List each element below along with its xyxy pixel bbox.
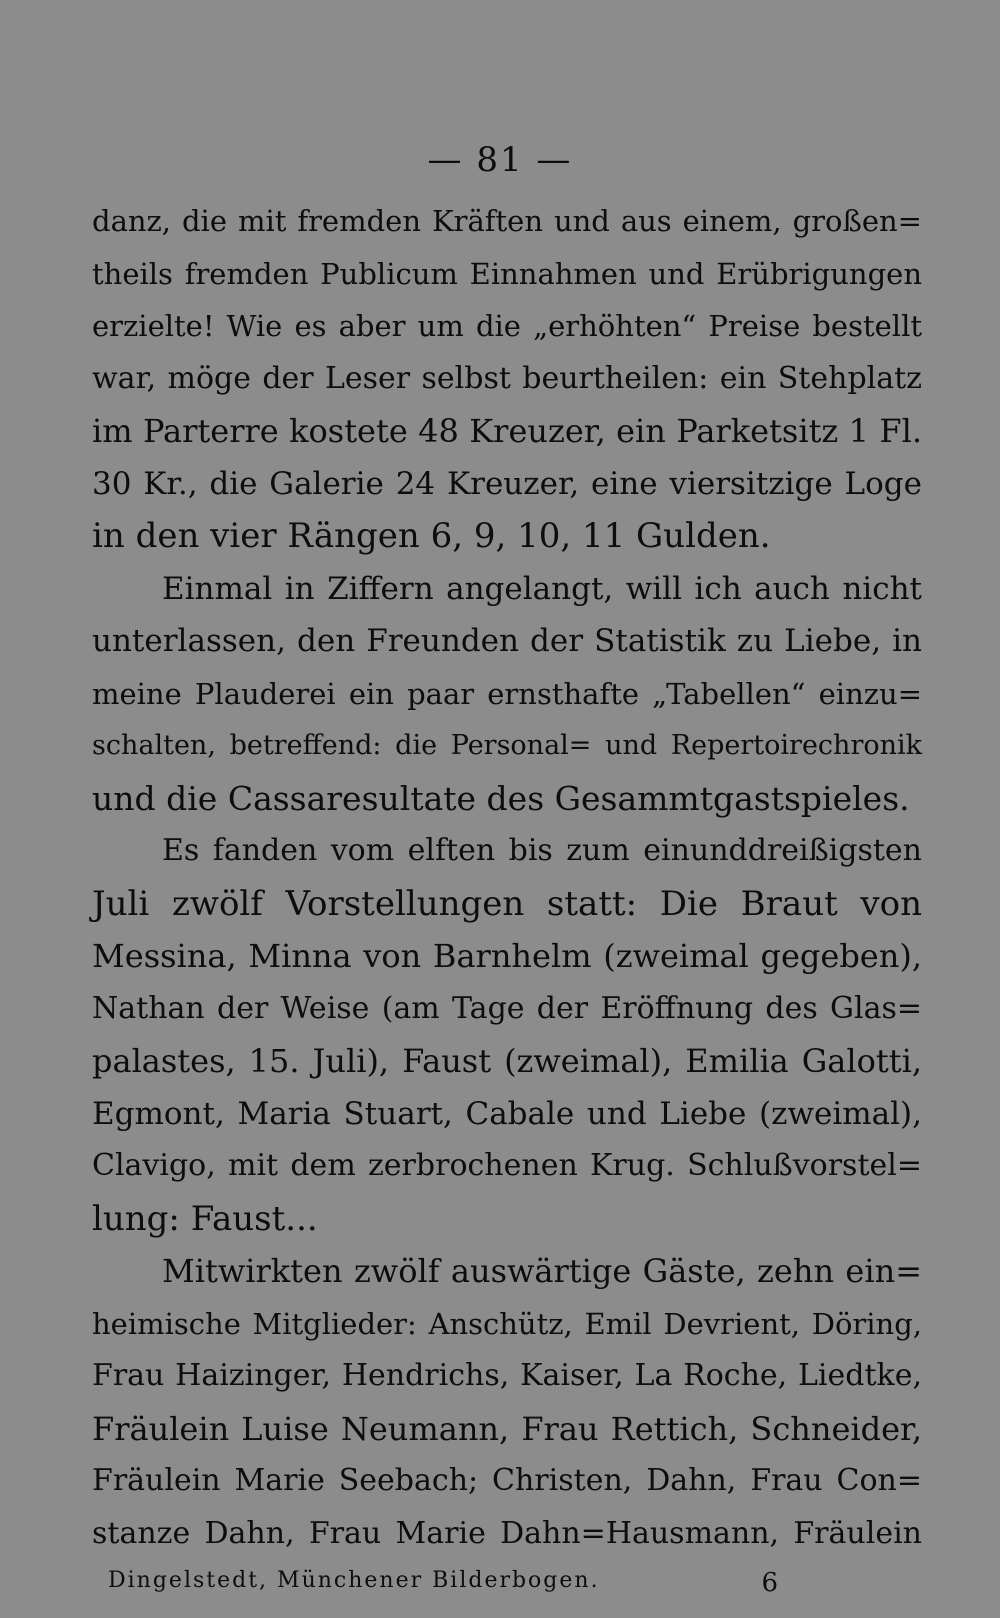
text-line: im Parterre kostete 48 Kreuzer, ein Parketsitz 1 Fl. <box>92 412 922 450</box>
text-line: war, möge der Leser selbst beurtheilen: ein Stehplatz <box>92 360 922 396</box>
text-line: Fräulein Luise Neumann, Frau Rettich, Schneider, <box>92 1409 922 1448</box>
text-line: meine Plauderei ein paar ernsthafte „Tabellen“ einzu= <box>92 676 922 711</box>
text-line: 30 Kr., die Galerie 24 Kreuzer, eine viersitzige Loge <box>92 465 922 502</box>
text-line: schalten, betreffend: die Personal= und Repertoirechronik <box>92 730 922 761</box>
text-line: danz, die mit fremden Kräften und aus einem, großen= <box>92 204 922 238</box>
text-line: Nathan der Weise (am Tage der Eröffnung des Glas= <box>92 990 922 1026</box>
text-line: Juli zwölf Vorstellungen statt: Die Braut von <box>92 883 922 924</box>
text-line: in den vier Rängen 6, 9, 10, 11 Gulden. <box>92 516 771 556</box>
text-line: palastes, 15. Juli), Faust (zweimal), Emilia Galotti, <box>92 1042 922 1080</box>
text-line: lung: Faust... <box>92 1198 318 1239</box>
text-line: Clavigo, mit dem zerbrochenen Krug. Schlußvorstel= <box>92 1148 922 1183</box>
text-line: Es fanden vom elften bis zum einunddreißigsten <box>162 833 922 868</box>
text-line: Egmont, Maria Stuart, Cabale und Liebe (zweimal), <box>92 1095 922 1132</box>
text-line: Frau Haizinger, Hendrichs, Kaiser, La Roche, Liedtke, <box>92 1358 922 1393</box>
sheet-signature: 6 <box>761 1568 778 1598</box>
page-text <box>92 195 922 1560</box>
page-footer <box>108 1568 778 1598</box>
footer-signature: Dingelstedt, Münchener Bilderbogen. <box>108 1568 600 1593</box>
text-line: Einmal in Ziffern angelangt, will ich auch nicht <box>162 570 922 607</box>
text-line: unterlassen, den Freunden der Statistik zu Liebe, in <box>92 623 922 659</box>
text-line: erzielte! Wie es aber um die „erhöhten“ Preise bestellt <box>92 309 922 343</box>
text-line: theils fremden Publicum Einnahmen und Erübrigungen <box>92 256 922 291</box>
text-line: Mitwirkten zwölf auswärtige Gäste, zehn ein= <box>162 1252 922 1290</box>
text-line: stanze Dahn, Frau Marie Dahn=Hausmann, Fräulein <box>92 1515 922 1551</box>
text-line: heimische Mitglieder: Anschütz, Emil Devrient, Döring, <box>92 1306 922 1341</box>
page-number: — 81 — <box>427 140 573 180</box>
text-line: Messina, Minna von Barnhelm (zweimal gegeben), <box>92 937 922 975</box>
text-line: und die Cassaresultate des Gesammtgastspieles. <box>92 778 910 818</box>
text-line: Fräulein Marie Seebach; Christen, Dahn, Frau Con= <box>92 1463 922 1498</box>
